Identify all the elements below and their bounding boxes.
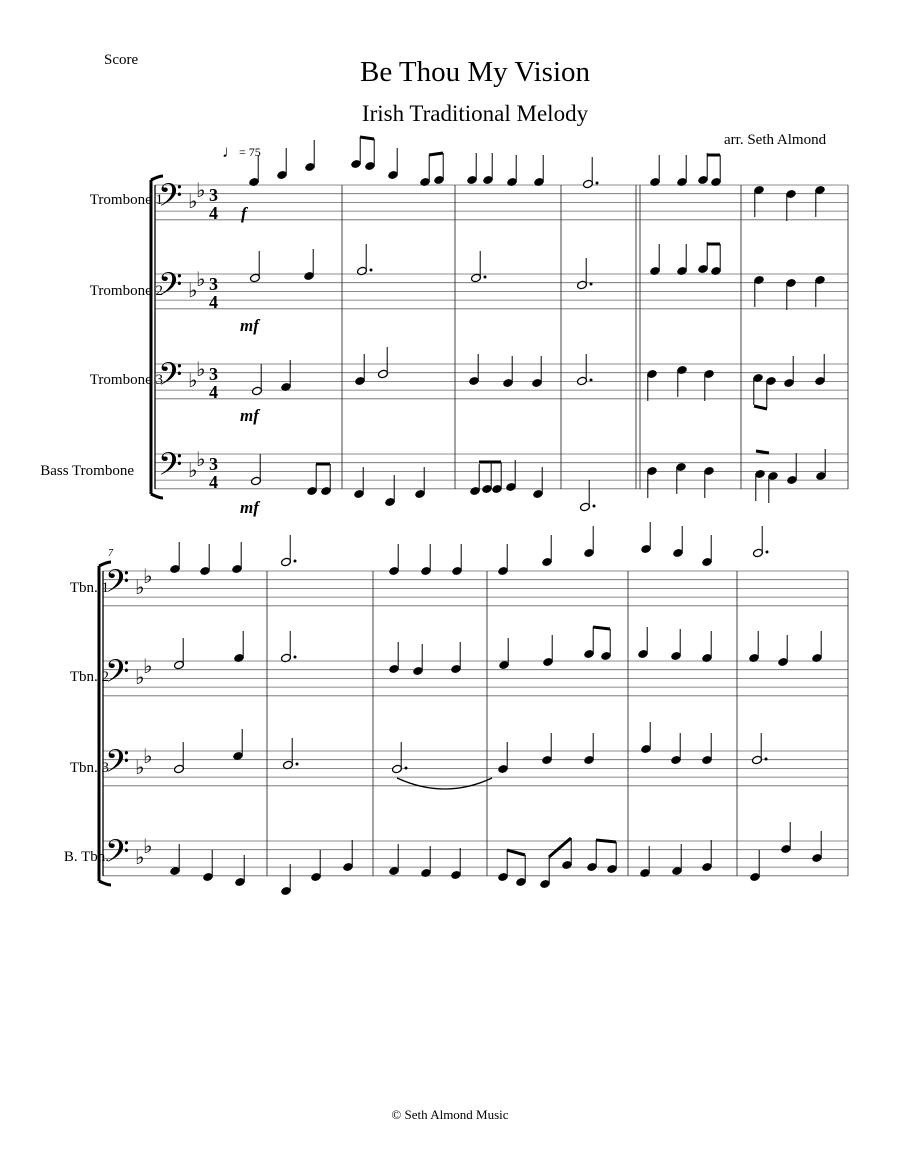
measure-number: 7 (108, 548, 113, 559)
instrument-name-trombone-3: Trombone 3 (89, 372, 163, 388)
time-signature-top: 3 (209, 454, 218, 474)
instrument-name-tbn-2: Tbn. 2 (69, 669, 109, 685)
time-signature-bottom: 4 (209, 292, 218, 312)
bass-clef-icon: 𝄢 (158, 446, 183, 490)
note-beam (593, 627, 610, 629)
instrument-name-tbn-1: Tbn. 1 (69, 580, 109, 596)
time-signature-bottom: 4 (209, 382, 218, 402)
flat-sign: ♭ (143, 834, 153, 858)
flat-sign: ♭ (143, 564, 153, 588)
bass-clef-icon: 𝄢 (158, 266, 183, 310)
bass-clef-icon: 𝄢 (105, 833, 130, 877)
tie (397, 778, 492, 789)
note-dot (590, 283, 593, 286)
note-dot (296, 763, 299, 766)
dynamic-bass-trombone: mf (240, 498, 259, 517)
score-label: Score (104, 52, 139, 68)
tempo-value: = 75 (239, 145, 261, 159)
copyright-footer: © Seth Almond Music (391, 1107, 509, 1122)
flat-sign: ♭ (188, 189, 198, 213)
note-dot (765, 758, 768, 761)
time-signature-top: 3 (209, 185, 218, 205)
note-dot (370, 269, 373, 272)
instrument-name-trombone-2: Trombone 2 (89, 283, 163, 299)
staves (99, 176, 848, 885)
time-signature-top: 3 (209, 274, 218, 294)
notes (170, 137, 827, 896)
note-dot (294, 560, 297, 563)
note-dot (596, 182, 599, 185)
flat-sign: ♭ (196, 357, 206, 381)
time-signature-bottom: 4 (209, 472, 218, 492)
note-beam (756, 451, 769, 453)
flat-sign: ♭ (135, 755, 145, 779)
flat-sign: ♭ (135, 845, 145, 869)
flat-sign: ♭ (135, 575, 145, 599)
flat-sign: ♭ (188, 368, 198, 392)
instrument-name-b-tbn: B. Tbn. (63, 849, 109, 865)
instrument-name-trombone-1: Trombone 1 (89, 192, 163, 208)
flat-sign: ♭ (143, 744, 153, 768)
bass-clef-icon: 𝄢 (158, 356, 183, 400)
note-dot (405, 767, 408, 770)
note-dot (766, 551, 769, 554)
flat-sign: ♭ (196, 178, 206, 202)
note-dot (484, 276, 487, 279)
note-dot (294, 656, 297, 659)
flat-sign: ♭ (143, 654, 153, 678)
flat-sign: ♭ (135, 665, 145, 689)
note-beam (507, 850, 525, 855)
quarter-note-icon: ♩ (222, 142, 239, 161)
time-signature-bottom: 4 (209, 203, 218, 223)
arranger-credit: arr. Seth Almond (724, 132, 827, 148)
note-dot (593, 505, 596, 508)
bass-clef-icon: 𝄢 (105, 563, 130, 607)
note-beam (596, 840, 616, 842)
instrument-name-tbn-3: Tbn. 3 (69, 760, 109, 776)
flat-sign: ♭ (188, 278, 198, 302)
note-beam (429, 153, 443, 155)
dynamic-trombone-3: mf (240, 406, 259, 425)
bass-clef-icon: 𝄢 (158, 177, 183, 221)
flat-sign: ♭ (188, 458, 198, 482)
flat-sign: ♭ (196, 447, 206, 471)
note-dot (590, 379, 593, 382)
flat-sign: ♭ (196, 267, 206, 291)
time-signature-top: 3 (209, 364, 218, 384)
note-beam (360, 137, 374, 139)
dynamic-trombone-2: mf (240, 316, 259, 335)
dynamic-trombone-1: f (241, 204, 247, 223)
instrument-name-bass-trombone: Bass Trombone (40, 463, 134, 479)
bass-clef-icon: 𝄢 (105, 653, 130, 697)
bass-clef-icon: 𝄢 (105, 743, 130, 787)
piece-title: Be Thou My Vision (359, 56, 591, 88)
note-beam (754, 406, 767, 409)
piece-subtitle: Irish Traditional Melody (361, 101, 589, 126)
